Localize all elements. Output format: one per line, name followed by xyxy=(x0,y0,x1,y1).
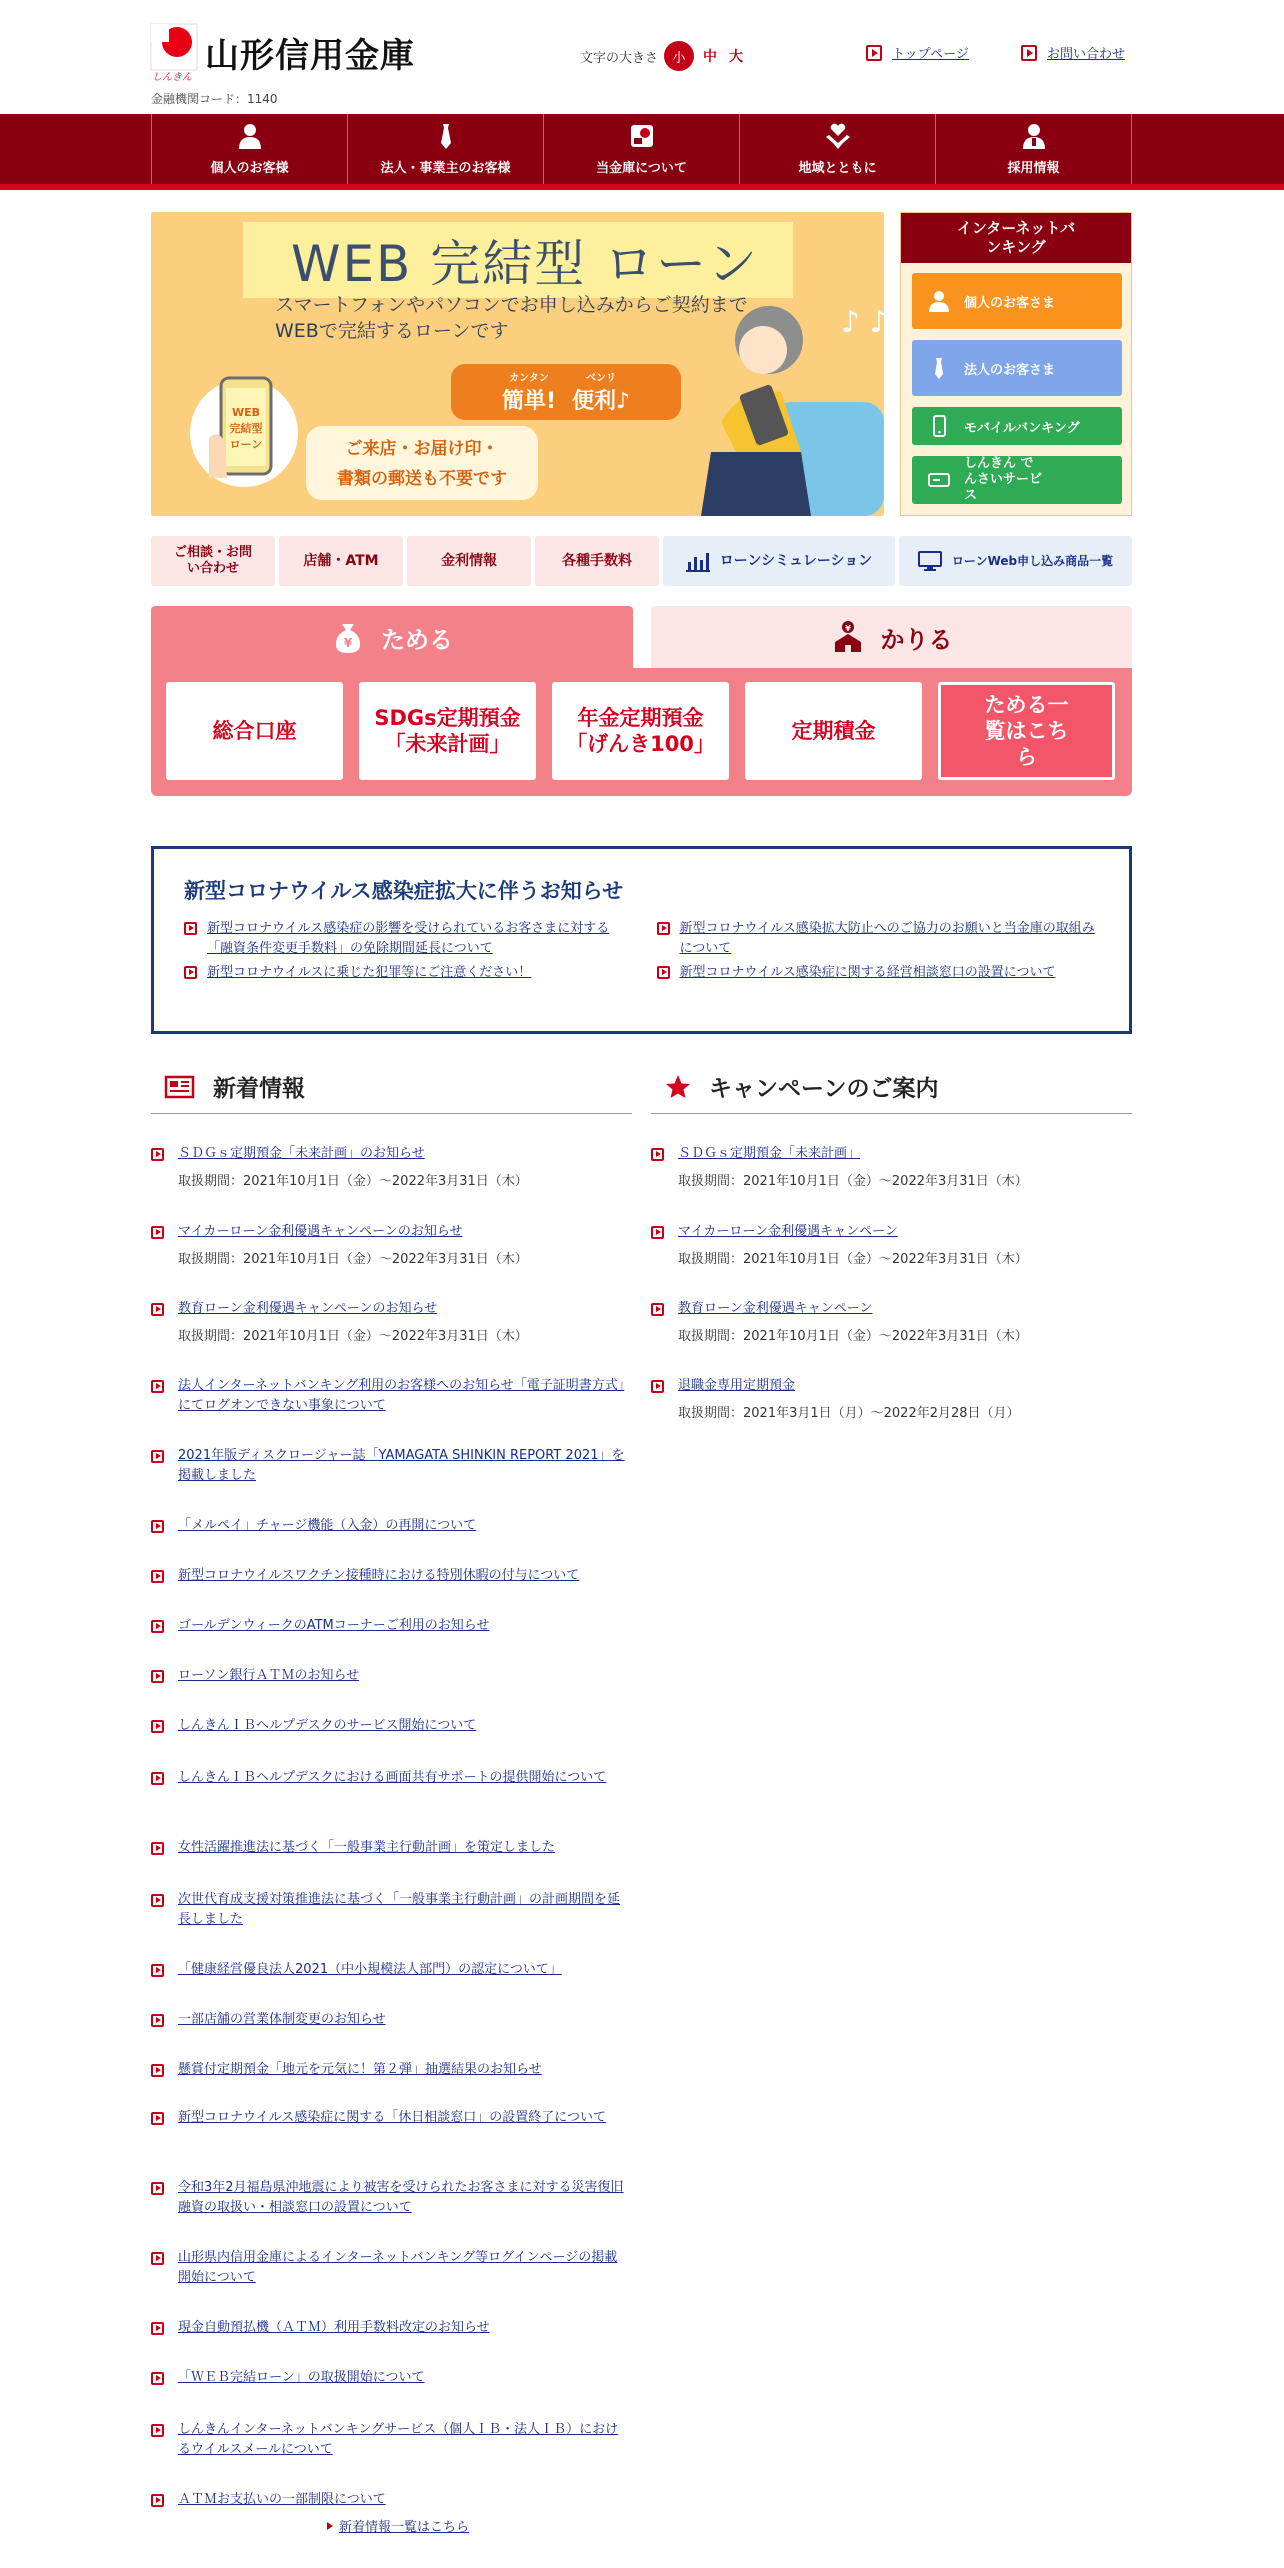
news-link[interactable]: 教育ローン金利優遇キャンペーンのお知らせ xyxy=(178,1301,438,1316)
hero-note-line1: ご来店・お届け印・ xyxy=(345,439,499,459)
tab-save-label: ためる xyxy=(381,625,453,654)
entry-body xyxy=(178,1144,528,1192)
entry-body xyxy=(178,1716,476,1736)
campaign-item xyxy=(651,1376,1129,1424)
save-list-all-button[interactable] xyxy=(938,682,1115,780)
entry-body xyxy=(178,2010,386,2030)
news-link[interactable]: 法人インターネットバンキング利用のお客様へのお知らせ「電子証明書方式」にてログオンできない事象について xyxy=(178,1378,625,1413)
news-link[interactable]: ＡＴＭお支払いの一部制限について xyxy=(178,2492,386,2507)
arrow-square-icon xyxy=(651,1148,664,1161)
tab-borrow-label: かりる xyxy=(880,625,953,654)
arrow-square-icon xyxy=(151,1570,164,1583)
entry-body xyxy=(178,2490,386,2510)
nav-item-label: 当金庫について xyxy=(596,160,687,176)
entry-body xyxy=(178,2368,424,2388)
campaign-title: キャンペーンのご案内 xyxy=(709,1076,939,1102)
entry-period: 取扱期間：2021年10月1日（金）～2022年3月31日（木） xyxy=(178,1329,528,1344)
quick-link-loan-web[interactable] xyxy=(899,536,1132,586)
arrow-square-icon xyxy=(151,1148,164,1161)
bar-chart-icon xyxy=(686,550,710,572)
entry-body xyxy=(178,2060,542,2080)
netbank-button-label: モバイルバンキング xyxy=(964,420,1080,436)
entry-body xyxy=(178,1222,528,1270)
news-item xyxy=(151,1376,629,1416)
news-link[interactable]: ＳＤＧｓ定期預金「未来計画」のお知らせ xyxy=(178,1146,425,1161)
campaign-link[interactable]: マイカーローン金利優遇キャンペーン xyxy=(678,1224,898,1239)
campaign-link[interactable]: ＳＤＧｓ定期預金「未来計画」 xyxy=(678,1146,861,1161)
entry-body xyxy=(178,2420,629,2460)
netbank-button-label: しんきん でんさいサービス xyxy=(964,456,1043,503)
news-link[interactable]: しんきんインターネットバンキングサービス（個人ＩＢ・法人ＩＢ）におけるウイルスメールについて xyxy=(178,2422,619,2457)
nav-item-community[interactable] xyxy=(740,114,936,184)
news-item xyxy=(151,2248,629,2288)
arrow-square-icon xyxy=(657,966,670,979)
hero-convenient xyxy=(572,369,630,415)
monitor-icon xyxy=(918,550,942,572)
news-item xyxy=(151,1768,629,1788)
campaign-section xyxy=(651,1060,1132,1114)
logo-text: 山形信用金庫 xyxy=(205,36,415,76)
news-link[interactable]: ゴールデンウィークのATMコーナーご利用のお知らせ xyxy=(178,1618,490,1633)
svg-text:WEB: WEB xyxy=(231,406,261,419)
phone-illustration-icon xyxy=(189,358,299,508)
hero-easy xyxy=(502,369,556,415)
news-link[interactable]: 懸賞付定期預金「地元を元気に！第２弾」抽選結果のお知らせ xyxy=(178,2062,542,2077)
hero-title: WEB 完結型 ローン xyxy=(291,235,760,293)
quick-link-consult[interactable] xyxy=(151,536,275,586)
arrow-square-icon xyxy=(151,2322,164,2335)
hands-heart-icon xyxy=(825,123,851,149)
campaign-link[interactable]: 教育ローン金利優遇キャンペーン xyxy=(678,1301,873,1316)
nav-item-business[interactable] xyxy=(348,114,544,184)
entry-body xyxy=(178,2248,629,2288)
site-header xyxy=(0,0,1284,114)
news-link[interactable]: しんきんＩＢヘルプデスクにおける画面共有サポートの提供開始について xyxy=(178,1770,607,1785)
font-size-switcher xyxy=(580,40,746,72)
news-link[interactable]: 「メルペイ」チャージ機能（入金）の再開について xyxy=(178,1518,477,1533)
product-tabs xyxy=(151,606,1132,796)
top-page-link[interactable] xyxy=(866,43,969,62)
arrow-square-icon xyxy=(151,1380,164,1393)
news-link[interactable]: 一部店舗の営業体制変更のお知らせ xyxy=(178,2012,386,2027)
logo-sub-text: しんきん xyxy=(152,72,192,83)
arrow-square-icon xyxy=(651,1380,664,1393)
netbank-button-label: 個人のお客さま xyxy=(964,295,1056,311)
hero-banner[interactable] xyxy=(151,212,889,516)
quick-link-label: 各種手数料 xyxy=(562,553,632,569)
news-item xyxy=(151,1516,629,1536)
product-installment-button[interactable] xyxy=(745,682,922,780)
arrow-square-icon xyxy=(151,2064,164,2077)
news-item xyxy=(151,1838,629,1858)
quick-link-branch[interactable] xyxy=(279,536,403,586)
news-title: 新着情報 xyxy=(213,1076,305,1102)
netbank-business-button[interactable] xyxy=(912,340,1122,396)
entry-body xyxy=(178,1960,562,1980)
news-item xyxy=(151,2420,629,2460)
hero-easy-badge xyxy=(451,364,681,420)
product-button-label: 年金定期預金「げんき100」 xyxy=(566,706,715,756)
quick-link-label: 店舗・ATM xyxy=(303,553,379,569)
woman-with-tablet-illustration-icon xyxy=(651,292,889,516)
entry-period: 取扱期間：2021年10月1日（金）～2022年3月31日（木） xyxy=(678,1174,1028,1189)
entry-body xyxy=(678,1222,1028,1270)
hero-subtitle-line1: スマートフォンやパソコンでお申し込みからご契約まで xyxy=(275,294,748,316)
quick-link-fees[interactable] xyxy=(535,536,659,586)
news-link[interactable]: 新型コロナウイルスワクチン接種時における特別休暇の付与について xyxy=(178,1568,580,1583)
font-medium-button[interactable]: 中 xyxy=(703,49,718,65)
quick-link-label: ご相談・お問い合わせ xyxy=(173,545,252,576)
entry-body xyxy=(178,1666,359,1686)
arrow-square-icon xyxy=(151,2014,164,2027)
money-bag-icon xyxy=(331,620,365,654)
quick-link-loan-simulation[interactable] xyxy=(663,536,895,586)
entry-body xyxy=(178,2178,629,2218)
entry-body xyxy=(178,1616,489,1636)
news-item xyxy=(151,1890,629,1930)
product-button-label: SDGs定期預金「未来計画」 xyxy=(374,706,521,756)
entry-body xyxy=(178,2108,606,2128)
news-more-link[interactable]: 新着情報一覧はこちら xyxy=(327,2516,469,2535)
entry-period: 取扱期間：2021年10月1日（金）～2022年3月31日（木） xyxy=(678,1329,1028,1344)
nav-item-label: 個人のお客様 xyxy=(210,160,289,176)
arrow-square-icon xyxy=(151,1964,164,1977)
covid-notice-box xyxy=(151,846,1132,1034)
news-link[interactable]: 「ＷＥＢ完結ローン」の取扱開始について xyxy=(178,2370,425,2385)
campaign-item xyxy=(651,1299,1129,1347)
news-item xyxy=(151,1666,629,1686)
star-icon xyxy=(665,1074,691,1100)
arrow-square-icon xyxy=(651,1303,664,1316)
product-button-label: 総合口座 xyxy=(212,719,297,743)
quick-link-label: ローンシミュレーション xyxy=(719,553,873,569)
covid-notice-title: 新型コロナウイルス感染症拡大に伴うお知らせ xyxy=(184,879,624,903)
campaign-item xyxy=(651,1144,1129,1192)
svg-text:¥: ¥ xyxy=(343,636,353,650)
arrow-square-icon xyxy=(151,1894,164,1907)
top-page-link-label: トップページ xyxy=(892,47,969,62)
news-link[interactable]: 山形県内信用金庫によるインターネットバンキング等ログインページの掲載開始について xyxy=(178,2250,618,2285)
news-header xyxy=(151,1060,632,1114)
arrow-square-icon xyxy=(866,45,882,61)
covid-notice-link-text: 新型コロナウイルス感染拡大防止へのご協力のお願いと当金庫の取組みについて xyxy=(679,921,1095,956)
netbank-mobile-button[interactable] xyxy=(912,407,1122,445)
news-item xyxy=(151,1222,629,1270)
nav-item-about[interactable] xyxy=(544,114,740,184)
entry-body xyxy=(178,1299,528,1347)
entry-period: 取扱期間：2021年3月1日（月）～2022年2月28日（月） xyxy=(678,1406,1020,1421)
news-link[interactable]: 現金自動預払機（ＡＴＭ）利用手数料改定のお知らせ xyxy=(178,2320,490,2335)
nav-item-label: 地域とともに xyxy=(798,160,877,176)
entry-period: 取扱期間：2021年10月1日（金）～2022年3月31日（木） xyxy=(178,1252,528,1267)
svg-text:¥: ¥ xyxy=(844,624,851,633)
person-icon xyxy=(928,290,950,312)
entry-body xyxy=(178,1446,629,1486)
entry-body xyxy=(178,2318,490,2338)
netbank-densai-button[interactable] xyxy=(912,456,1122,504)
nav-item-recruit[interactable] xyxy=(936,114,1132,184)
covid-notice-link[interactable] xyxy=(657,919,1100,959)
covid-notice-link[interactable] xyxy=(184,919,627,959)
news-item xyxy=(151,1144,629,1192)
arrow-square-icon xyxy=(151,1450,164,1463)
bank-code: 金融機関コード：1140 xyxy=(151,92,278,106)
hero-subtitle-line2: WEBで完結するローンです xyxy=(275,320,509,342)
nav-item-label: 採用情報 xyxy=(1007,160,1060,176)
tie-icon xyxy=(928,357,950,379)
covid-notice-link-text: 新型コロナウイルスに乗じた犯罪等にご注意ください！ xyxy=(207,965,532,980)
news-link[interactable]: ローソン銀行ＡＴＭのお知らせ xyxy=(178,1668,360,1683)
news-item xyxy=(151,2010,629,2030)
arrow-square-icon xyxy=(151,2424,164,2437)
arrow-square-icon xyxy=(151,1842,164,1855)
font-small-button[interactable]: 小 xyxy=(664,41,694,71)
product-button-label: 定期積金 xyxy=(791,719,876,743)
hero-note-line2: 書類の郵送も不要です xyxy=(337,469,507,489)
entry-period: 取扱期間：2021年10月1日（金）～2022年3月31日（木） xyxy=(678,1252,1028,1267)
hero-note xyxy=(306,426,538,500)
svg-text:ローン: ローン xyxy=(229,438,263,451)
entry-body xyxy=(678,1376,1020,1424)
nav-item-label: 法人・事業主のお客様 xyxy=(380,160,511,176)
site-logo[interactable] xyxy=(151,24,415,86)
covid-notice-link[interactable] xyxy=(184,963,627,983)
arrow-square-icon xyxy=(151,1670,164,1683)
news-item xyxy=(151,1566,629,1586)
netbank-button-label: 法人のお客さま xyxy=(964,362,1056,378)
arrow-square-icon xyxy=(151,1772,164,1785)
arrow-square-icon xyxy=(151,1720,164,1733)
arrow-square-icon xyxy=(151,1303,164,1316)
campaign-header xyxy=(651,1060,1132,1114)
font-large-button[interactable]: 大 xyxy=(729,49,744,65)
hero-convenient-ruby: ベンリ xyxy=(586,373,617,384)
covid-notice-link-text: 新型コロナウイルス感染症の影響を受けられているお客さまに対する「融資条件変更手数料」の免除期間延長について xyxy=(207,921,610,956)
entry-body xyxy=(178,1838,555,1858)
product-sdgs-deposit-button[interactable] xyxy=(359,682,536,780)
font-size-label: 文字の大きさ xyxy=(580,50,659,66)
internet-banking-title xyxy=(901,213,1131,263)
entry-body xyxy=(178,1890,629,1930)
product-general-account-button[interactable] xyxy=(166,682,343,780)
internet-banking-title-text: インターネットバンキング xyxy=(956,219,1076,256)
nav-item-personal[interactable] xyxy=(152,114,348,184)
recruit-person-icon xyxy=(1021,123,1047,149)
quick-link-rates[interactable] xyxy=(407,536,531,586)
arrow-square-icon xyxy=(151,2252,164,2265)
quick-link-label: 金利情報 xyxy=(441,553,497,569)
arrow-square-icon xyxy=(184,922,197,935)
mobile-icon xyxy=(928,415,950,437)
campaign-link[interactable]: 退職金専用定期預金 xyxy=(678,1378,796,1393)
news-link[interactable]: 女性活躍推進法に基づく「一般事業主行動計画」を策定しました xyxy=(178,1840,556,1855)
news-item xyxy=(151,2490,629,2510)
arrow-square-icon xyxy=(151,1226,164,1239)
svg-text:♪ ♪: ♪ ♪ xyxy=(841,305,889,340)
news-item xyxy=(151,2108,629,2128)
arrow-square-icon xyxy=(151,2182,164,2195)
news-link[interactable]: 令和3年2月福島県沖地震により被害を受けられたお客さまに対する災害復旧融資の取扱い・相談窓口の設置について xyxy=(178,2180,624,2215)
campaign-item xyxy=(651,1222,1129,1270)
arrow-square-icon xyxy=(184,966,197,979)
news-item xyxy=(151,1960,629,1980)
entry-body xyxy=(678,1299,1028,1347)
arrow-square-icon xyxy=(651,1226,664,1239)
arrow-square-icon xyxy=(151,1620,164,1633)
arrow-square-icon xyxy=(151,1520,164,1533)
internet-banking-box xyxy=(900,212,1132,516)
entry-period: 取扱期間：2021年10月1日（金）～2022年3月31日（木） xyxy=(178,1174,528,1189)
covid-notice-link-text: 新型コロナウイルス感染症に関する経営相談窓口の設置について xyxy=(679,965,1056,980)
covid-notice-link[interactable] xyxy=(657,963,1100,983)
news-section xyxy=(151,1060,632,1114)
entry-body xyxy=(178,1516,476,1536)
news-item xyxy=(151,1299,629,1347)
arrow-square-icon xyxy=(151,2372,164,2385)
arrow-square-icon xyxy=(151,2494,164,2507)
news-item xyxy=(151,2368,629,2388)
building-icon xyxy=(629,123,655,149)
entry-body xyxy=(178,1566,579,1586)
news-item xyxy=(151,1616,629,1636)
news-link[interactable]: しんきんＩＢヘルプデスクのサービス開始について xyxy=(178,1718,477,1733)
house-coin-icon xyxy=(831,620,865,654)
global-nav xyxy=(0,114,1284,190)
tab-save-panel xyxy=(151,668,1132,796)
news-link[interactable]: 次世代育成支援対策推進法に基づく「一般事業主行動計画」の計画期間を延長しました xyxy=(178,1892,621,1927)
news-link[interactable]: 新型コロナウイルス感染症に関する「休日相談窓口」の設置終了について xyxy=(178,2110,606,2125)
tab-save[interactable] xyxy=(151,606,633,668)
contact-link-label: お問い合わせ xyxy=(1047,47,1126,62)
logo-mark-icon xyxy=(151,24,197,84)
news-link[interactable]: 「健康経営優良法人2021（中小規模法人部門）の認定について」 xyxy=(178,1962,562,1977)
card-icon xyxy=(928,469,950,491)
netbank-personal-button[interactable] xyxy=(912,273,1122,329)
entry-body xyxy=(178,1376,629,1416)
arrow-square-icon xyxy=(151,2112,164,2125)
quick-links xyxy=(151,536,1132,586)
contact-link[interactable] xyxy=(1021,43,1125,62)
news-item xyxy=(151,2318,629,2338)
news-item xyxy=(151,2178,629,2218)
newspaper-icon xyxy=(165,1075,195,1099)
news-link[interactable]: 2021年版ディスクロージャー誌「YAMAGATA SHINKIN REPORT 2021」を掲載しました xyxy=(178,1448,625,1483)
tie-icon xyxy=(433,123,459,149)
product-pension-deposit-button[interactable] xyxy=(552,682,729,780)
hero-easy-text: 簡単! xyxy=(501,389,556,414)
entry-body xyxy=(678,1144,1028,1192)
arrow-square-icon xyxy=(657,922,670,935)
tab-borrow[interactable] xyxy=(651,606,1132,668)
news-item xyxy=(151,1716,629,1736)
hero-convenient-text: 便利♪ xyxy=(572,389,631,414)
news-item xyxy=(151,2060,629,2080)
hero-easy-ruby: カンタン xyxy=(509,373,549,384)
product-button-label: ためる一覧はこちら xyxy=(984,693,1069,769)
news-item xyxy=(151,1446,629,1486)
person-icon xyxy=(237,123,263,149)
quick-link-label: ローンWeb申し込み商品一覧 xyxy=(951,554,1114,568)
svg-text:完結型: 完結型 xyxy=(229,422,263,435)
news-link[interactable]: マイカーローン金利優遇キャンペーンのお知らせ xyxy=(178,1224,463,1239)
arrow-square-icon xyxy=(1021,45,1037,61)
entry-body xyxy=(178,1768,606,1788)
